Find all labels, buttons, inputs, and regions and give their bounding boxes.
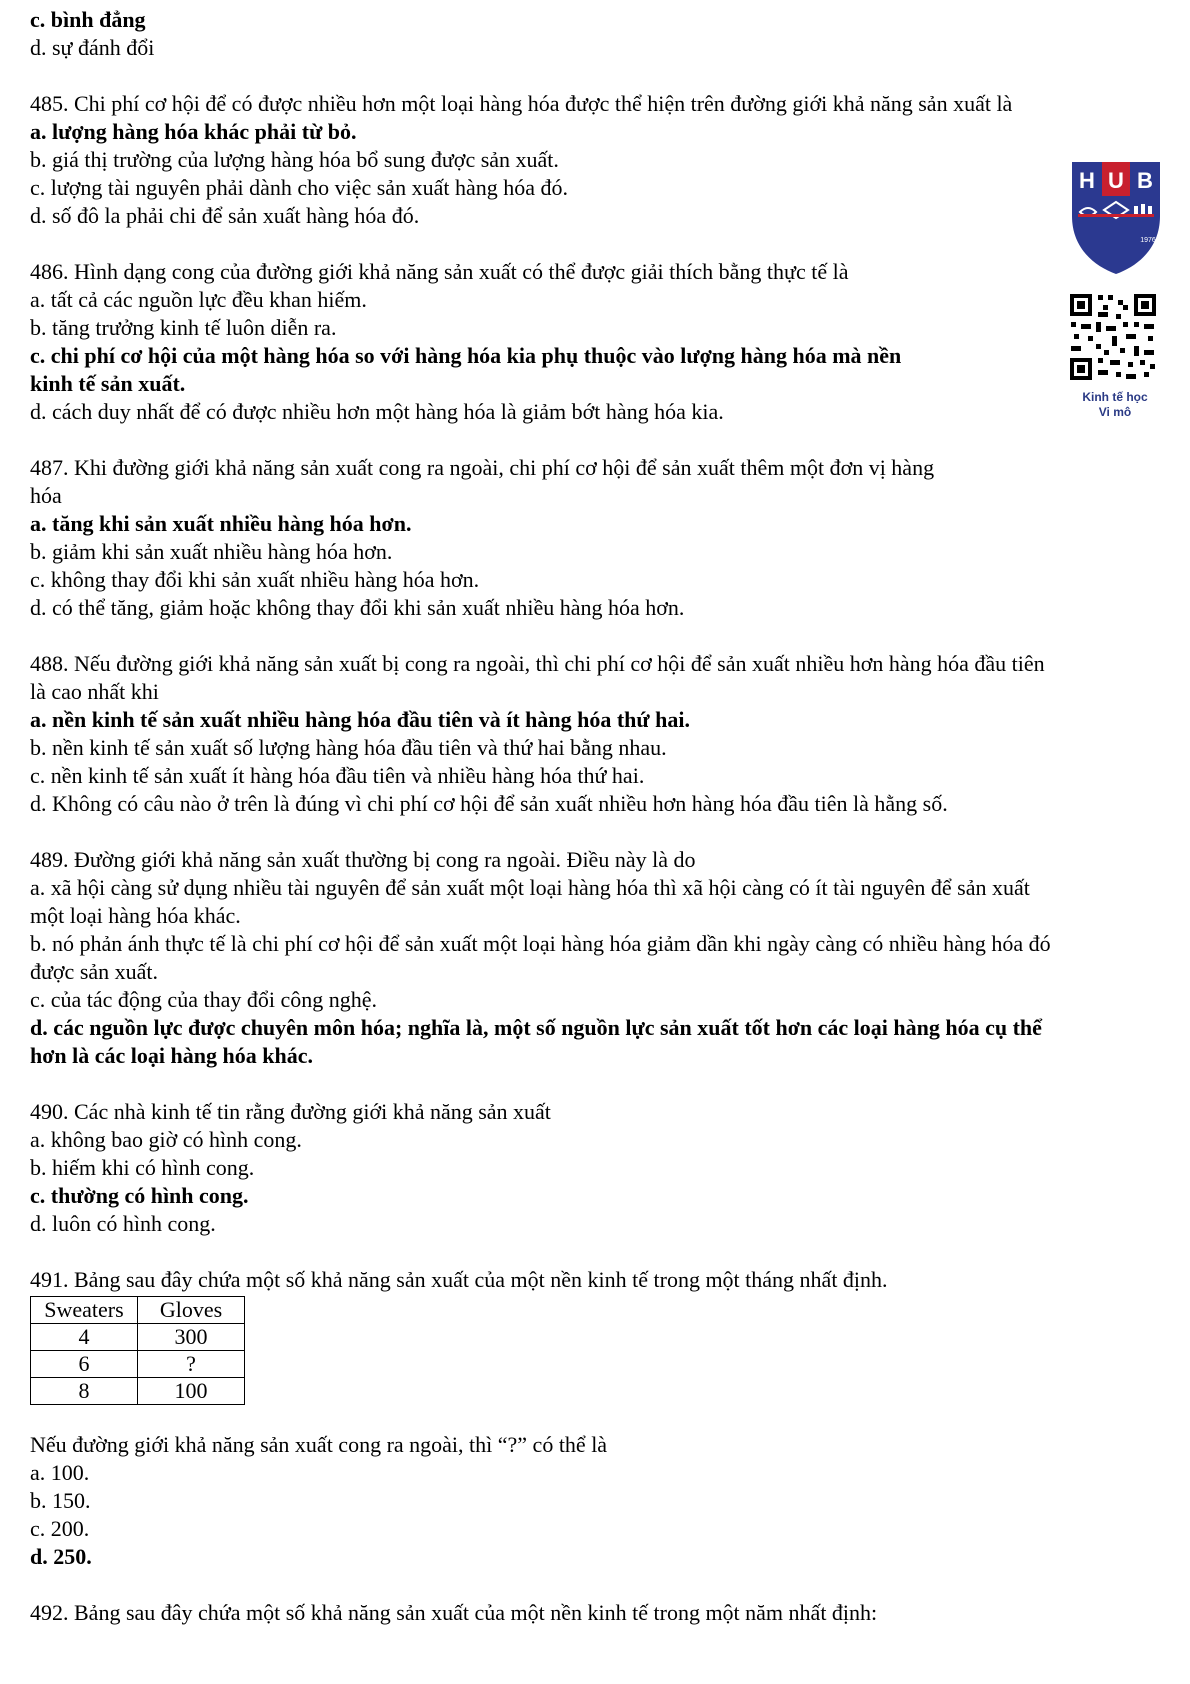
brand-line-1: Kinh tế học	[1082, 390, 1148, 404]
q488-option-a: a. nền kinh tế sản xuất nhiều hàng hóa đầu tiên và ít hàng hóa thứ hai.	[30, 707, 690, 732]
q488-option-c: c. nền kinh tế sản xuất ít hàng hóa đầu tiên và nhiều hàng hóa thứ hai.	[30, 763, 645, 788]
q491-option-b: b. 150.	[30, 1488, 91, 1513]
q487-option-a: a. tăng khi sản xuất nhiều hàng hóa hơn.	[30, 511, 412, 536]
q490-stem: 490. Các nhà kinh tế tin rằng đường giới khả năng sản xuất	[30, 1099, 551, 1124]
q488-option-d: d. Không có câu nào ở trên là đúng vì chi phí cơ hội để sản xuất nhiều hơn hàng hóa đầu tiên là hằng số.	[30, 791, 948, 816]
logo-letter-h: H	[1079, 168, 1095, 193]
q491-option-a: a. 100.	[30, 1460, 90, 1485]
q491-stem: 491. Bảng sau đây chứa một số khả năng sản xuất của một nền kinh tế trong một tháng nhất định.	[30, 1267, 888, 1292]
table-cell: 300	[138, 1324, 245, 1351]
table-row	[31, 1378, 245, 1405]
hub-logo	[1068, 158, 1164, 281]
q487-stem: 487. Khi đường giới khả năng sản xuất cong ra ngoài, chi phí cơ hội để sản xuất thêm một đơn vị hàng	[30, 455, 935, 480]
table-cell: 8	[31, 1378, 138, 1405]
brand-caption	[1060, 390, 1170, 420]
q485-option-d: d. số đô la phải chi để sản xuất hàng hóa đó.	[30, 203, 420, 228]
table-row	[31, 1351, 245, 1378]
q488-stem: 488. Nếu đường giới khả năng sản xuất bị cong ra ngoài, thì chi phí cơ hội để sản xuất nhiều hơn hàng hóa đầu tiên	[30, 651, 1045, 676]
q490-option-b: b. hiếm khi có hình cong.	[30, 1155, 255, 1180]
logo-letter-u: U	[1108, 168, 1124, 193]
table-cell: 100	[138, 1378, 245, 1405]
q485-option-c: c. lượng tài nguyên phải dành cho việc sản xuất hàng hóa đó.	[30, 175, 568, 200]
qr-code	[1068, 292, 1158, 382]
q486-option-a: a. tất cả các nguồn lực đều khan hiếm.	[30, 287, 367, 312]
q489-option-c: c. của tác động của thay đổi công nghệ.	[30, 987, 377, 1012]
q489-option-a-cont: một loại hàng hóa khác.	[30, 903, 241, 928]
table-cell: ?	[138, 1351, 245, 1378]
q491-question: Nếu đường giới khả năng sản xuất cong ra ngoài, thì “?” có thể là	[30, 1432, 608, 1457]
brand-line-2: Vi mô	[1098, 405, 1132, 419]
q489-option-b-cont: được sản xuất.	[30, 959, 159, 984]
table-header-row	[31, 1297, 245, 1324]
table-header-gloves: Gloves	[138, 1297, 245, 1324]
q490-option-c: c. thường có hình cong.	[30, 1183, 249, 1208]
production-possibilities-table	[30, 1296, 245, 1405]
q489-stem: 489. Đường giới khả năng sản xuất thường bị cong ra ngoài. Điều này là do	[30, 847, 696, 872]
q489-option-a: a. xã hội càng sử dụng nhiều tài nguyên để sản xuất một loại hàng hóa thì xã hội càng có ít tài nguyên để sản xuất	[30, 875, 1030, 900]
q489-option-d-cont: hơn là các loại hàng hóa khác.	[30, 1043, 313, 1068]
table-cell: 6	[31, 1351, 138, 1378]
shield-icon	[1068, 158, 1164, 276]
q489-option-b: b. nó phản ánh thực tế là chi phí cơ hội để sản xuất một loại hàng hóa giảm dần khi ngày càng có nhiều hàng hóa đó	[30, 931, 1051, 956]
q491-option-d: d. 250.	[30, 1544, 92, 1569]
q486-option-b: b. tăng trưởng kinh tế luôn diễn ra.	[30, 315, 337, 340]
prev-option-d: d. sự đánh đổi	[30, 35, 155, 60]
q489-option-d: d. các nguồn lực được chuyên môn hóa; nghĩa là, một số nguồn lực sản xuất tốt hơn các loại hàng hóa cụ thể	[30, 1015, 1042, 1040]
table-cell: 4	[31, 1324, 138, 1351]
logo-letter-b: B	[1137, 168, 1153, 193]
q491-option-c: c. 200.	[30, 1516, 90, 1541]
q485-stem: 485. Chi phí cơ hội để có được nhiều hơn một loại hàng hóa được thể hiện trên đường giới khả năng sản xuất là	[30, 91, 1013, 116]
q488-option-b: b. nền kinh tế sản xuất số lượng hàng hóa đầu tiên và thứ hai bằng nhau.	[30, 735, 667, 760]
table-row	[31, 1324, 245, 1351]
q486-option-c: c. chi phí cơ hội của một hàng hóa so với hàng hóa kia phụ thuộc vào lượng hàng hóa mà nền	[30, 343, 902, 368]
q485-option-a: a. lượng hàng hóa khác phải từ bỏ.	[30, 119, 357, 144]
q490-option-d: d. luôn có hình cong.	[30, 1211, 216, 1236]
q487-option-c: c. không thay đổi khi sản xuất nhiều hàng hóa hơn.	[30, 567, 480, 592]
q486-stem: 486. Hình dạng cong của đường giới khả năng sản xuất có thể được giải thích bằng thực tế là	[30, 259, 849, 284]
document-body	[30, 6, 1160, 1627]
q492-stem: 492. Bảng sau đây chứa một số khả năng sản xuất của một nền kinh tế trong một năm nhất định:	[30, 1600, 878, 1625]
prev-option-c: c. bình đẳng	[30, 7, 146, 32]
q487-option-d: d. có thể tăng, giảm hoặc không thay đổi khi sản xuất nhiều hàng hóa hơn.	[30, 595, 685, 620]
table-header-sweaters: Sweaters	[31, 1297, 138, 1324]
q487-option-b: b. giảm khi sản xuất nhiều hàng hóa hơn.	[30, 539, 393, 564]
q486-option-d: d. cách duy nhất để có được nhiều hơn một hàng hóa là giảm bớt hàng hóa kia.	[30, 399, 724, 424]
q485-option-b: b. giá thị trường của lượng hàng hóa bổ sung được sản xuất.	[30, 147, 559, 172]
qr-code-icon	[1068, 292, 1158, 382]
q487-stem-cont: hóa	[30, 483, 62, 508]
q490-option-a: a. không bao giờ có hình cong.	[30, 1127, 302, 1152]
q488-stem-cont: là cao nhất khi	[30, 679, 159, 704]
q486-option-c-cont: kinh tế sản xuất.	[30, 371, 186, 396]
logo-year: 1976	[1140, 237, 1156, 244]
